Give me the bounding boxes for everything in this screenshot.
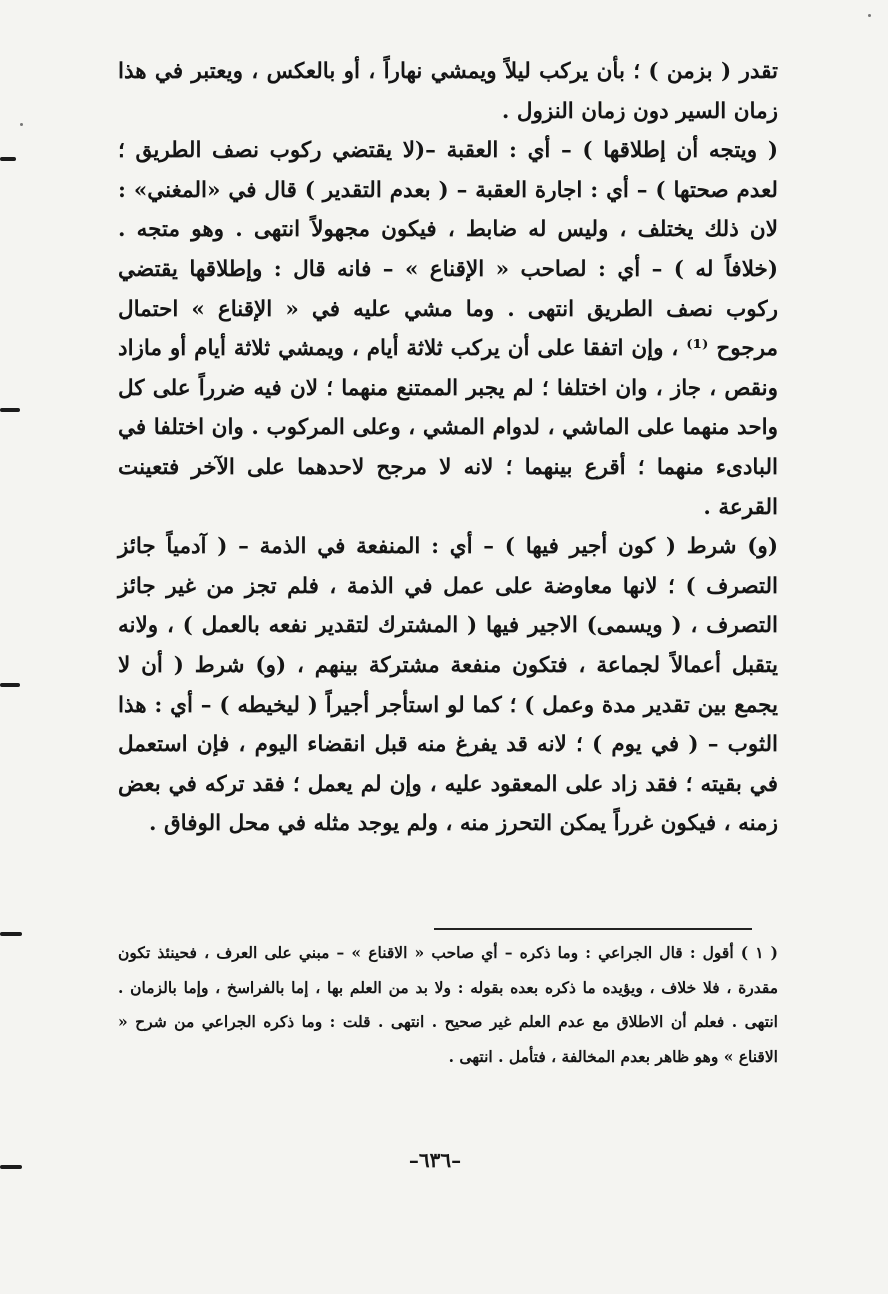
main-text [118,52,778,844]
scan-edge-mark [0,408,20,412]
scan-edge-mark [0,1165,22,1169]
paragraph: تقدر ( بزمن ) ؛ بأن يركب ليلاً ويمشي نهاراً ، أو بالعكس ، ويعتبر في هذا زمان السير دون زمان النزول . [118,59,778,124]
page-number: –٦٣٦– [408,1148,462,1172]
footnote [118,936,778,1074]
scan-dust [20,123,23,126]
footnote-separator [434,928,752,930]
paragraph: (و) شرط ( كون أجير فيها ) – أي : المنفعة في الذمة – ( آدمياً جائز التصرف ) ؛ لانها معاوضة على عمل في الذمة ، فلم تجز من غير جائز التصرف ، ( ويسمى) الاجير فيها ( المشترك لتقدير نفعه بالعمل ) ، ولانه يتقبل أعمالاً لجماعة ، فتكون منفعة مشتركة بينهم ، (و) شرط ( أن لا يجمع بين تقدير مدة وعمل ) ؛ كما لو استأجر أجيراً ( ليخيطه ) – أي : هذا الثوب – ( في يوم ) ؛ لانه قد يفرغ منه قبل انقضاء اليوم ، فإن استعمل في بقيته ؛ فقد زاد على المعقود عليه ، وإن لم يعمل ؛ فقد تركه في بعض زمنه ، فيكون غرراً يمكن التحرز منه ، ولم يوجد مثله في محل الوفاق . [118,534,778,837]
footnote-text: ( ١ ) أقول : قال الجراعي : وما ذكره – أي صاحب « الاقناع » – مبني على العرف ، فحينئذ تكون مقدرة ، فلا خلاف ، ويؤيده ما ذكره بعده بقوله : ولا بد من العلم بها ، إما بالفراسخ ، وإما بالزمان . انتهى . فعلم أن الاطلاق مع عدم العلم غير صحيح . انتهى . قلت : وما ذكره الجراعي من شرح « الاقناع » وهو ظاهر بعدم المخالفة ، فتأمل . انتهى . [118,943,778,1066]
scan-dust [868,14,871,17]
scan-edge-mark [0,932,22,936]
paragraph: ( ويتجه أن إطلاقها ) – أي : العقبة –(لا يقتضي ركوب نصف الطريق ؛ لعدم صحتها ) – أي : اجارة العقبة – ( بعدم التقدير ) قال في «المغني» : لان ذلك يختلف ، وليس له ضابط ، فيكون مجهولاً انتهى . وهو متجه . (خلافاً له ) – أي : لصاحب « الإقناع » – فانه قال : وإطلاقها يقتضي ركوب نصف الطريق انتهى . وما مشي عليه في « الإقناع » احتمال مرجوح ⁽¹⁾ ، وإن اتفقا على أن يركب ثلاثة أيام ، ويمشي ثلاثة أيام أو مازاد ونقص ، جاز ، وان اختلفا ؛ لم يجبر الممتنع منهما ؛ لان فيه ضرراً على كل واحد منهما على الماشي ، لدوام المشي ، وعلى المركوب . وان اختلفا في البادىء منهما ؛ أقرع بينهما ؛ لانه لا مرجح لاحدهما على الآخر فتعينت القرعة . [118,138,779,520]
scan-edge-mark [0,157,16,161]
scan-edge-mark [0,683,20,687]
